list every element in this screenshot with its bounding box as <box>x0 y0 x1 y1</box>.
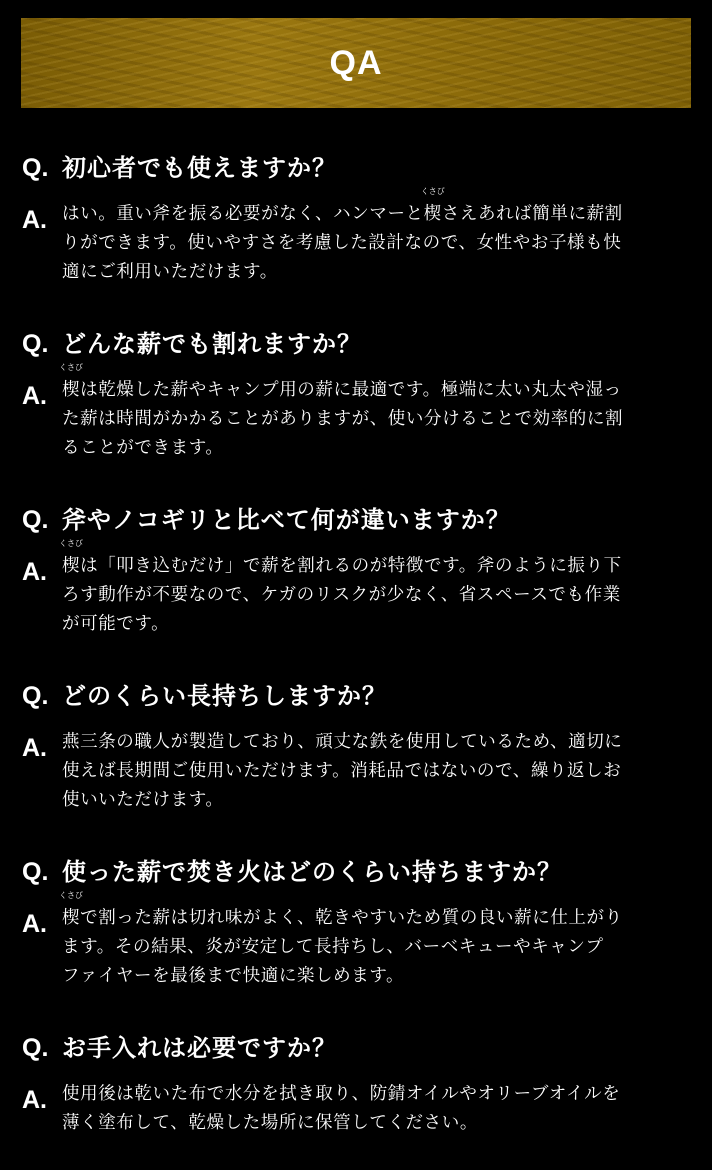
question-text: どんな薪でも割れますか？ <box>62 330 362 358</box>
answer-line: 適にご利用いただけます。 <box>62 262 278 282</box>
question-text: 初心者でも使えますか？ <box>62 154 337 182</box>
question-marker: Q. <box>22 330 49 358</box>
answer-line: 薄く塗布して、乾燥した場所に保管してください。 <box>62 1113 478 1133</box>
faq-answer <box>22 187 682 287</box>
question-marker: Q. <box>22 154 49 182</box>
answer-text <box>59 891 670 991</box>
faq-answer <box>22 539 682 639</box>
ruby-reading: くさび <box>420 187 445 196</box>
faq-question <box>22 500 682 536</box>
answer-text <box>62 728 670 815</box>
faq-item <box>22 676 682 810</box>
answer-line: 楔 くさび は「叩き込むだけ」で薪を割れるのが特徴です。斧のように振り下 <box>62 552 670 581</box>
answer-line: ろす動作が不要なので、ケガのリスクが少なく、省スペースでも作業 <box>62 585 621 605</box>
question-text: お手入れは必要ですか？ <box>62 1034 337 1062</box>
faq-item <box>22 148 682 282</box>
faq-question <box>22 148 682 184</box>
question-marker: Q. <box>22 858 49 886</box>
faq-item <box>22 1028 682 1133</box>
question-marker: Q. <box>22 1034 49 1062</box>
answer-line: りができます。使いやすさを考慮した設計なので、女性やお子様も快 <box>62 233 622 253</box>
answer-text <box>62 187 670 287</box>
ruby-reading: くさび <box>59 539 84 548</box>
faq-question <box>22 676 682 712</box>
answer-marker: A. <box>22 206 47 234</box>
answer-line: 燕三条の職人が製造しており、頑丈な鉄を使用しているため、適切に <box>62 732 623 752</box>
ruby-word: 楔 くさび <box>59 891 84 928</box>
answer-line: 使用後は乾いた布で水分を拭き取り、防錆オイルやオリーブオイルを <box>62 1084 621 1104</box>
answer-marker: A. <box>22 558 47 586</box>
question-text: 斧やノコギリと比べて何が違いますか？ <box>62 506 511 534</box>
faq-answer <box>22 728 682 815</box>
answer-line: 楔 くさび で割った薪は切れ味がよく、乾きやすいため質の良い薪に仕上がり <box>62 904 670 933</box>
question-text: どのくらい長持ちしますか？ <box>62 682 387 710</box>
question-marker: Q. <box>22 506 49 534</box>
answer-line: が可能です。 <box>62 614 170 634</box>
answer-line: 使いいただけます。 <box>62 790 224 810</box>
answer-line: ファイヤーを最後まで快適に楽しめます。 <box>62 966 405 986</box>
answer-marker: A. <box>22 910 47 938</box>
faq-answer <box>22 891 682 991</box>
faq-answer <box>22 363 682 463</box>
answer-line: ます。その結果、炎が安定して長持ちし、バーベキューやキャンプ <box>62 937 604 957</box>
answer-marker: A. <box>22 1086 47 1114</box>
ruby-word: 楔 くさび <box>59 363 84 400</box>
faq-item <box>22 500 682 634</box>
page-title: QA <box>329 43 383 82</box>
answer-marker: A. <box>22 382 47 410</box>
answer-text <box>59 539 670 639</box>
answer-text <box>62 1080 670 1138</box>
answer-line: た薪は時間がかかることがありますが、使い分けることで効率的に割 <box>62 409 624 429</box>
answer-marker: A. <box>22 734 47 762</box>
answer-line: 使えば長期間ご使用いただけます。消耗品ではないので、繰り返しお <box>62 761 622 781</box>
answer-line: 楔 くさび は乾燥した薪やキャンプ用の薪に最適です。極端に太い丸太や湿っ <box>62 376 670 405</box>
faq-answer <box>22 1080 682 1138</box>
question-marker: Q. <box>22 682 49 710</box>
qa-header-banner <box>21 18 691 108</box>
faq-question <box>22 852 682 888</box>
faq-item <box>22 324 682 458</box>
answer-text <box>59 363 670 463</box>
faq-question <box>22 324 682 360</box>
ruby-reading: くさび <box>59 363 84 372</box>
faq-item <box>22 852 682 986</box>
ruby-word: 楔 くさび <box>59 539 84 576</box>
ruby-reading: くさび <box>59 891 84 900</box>
answer-line: はい。重い斧を振る必要がなく、ハンマーと楔 くさび さえあれば簡単に薪割 <box>62 200 670 229</box>
question-text: 使った薪で焚き火はどのくらい持ちますか？ <box>62 858 562 886</box>
ruby-word: 楔 くさび <box>420 187 445 224</box>
faq-question <box>22 1028 682 1064</box>
answer-line: ることができます。 <box>62 438 224 458</box>
